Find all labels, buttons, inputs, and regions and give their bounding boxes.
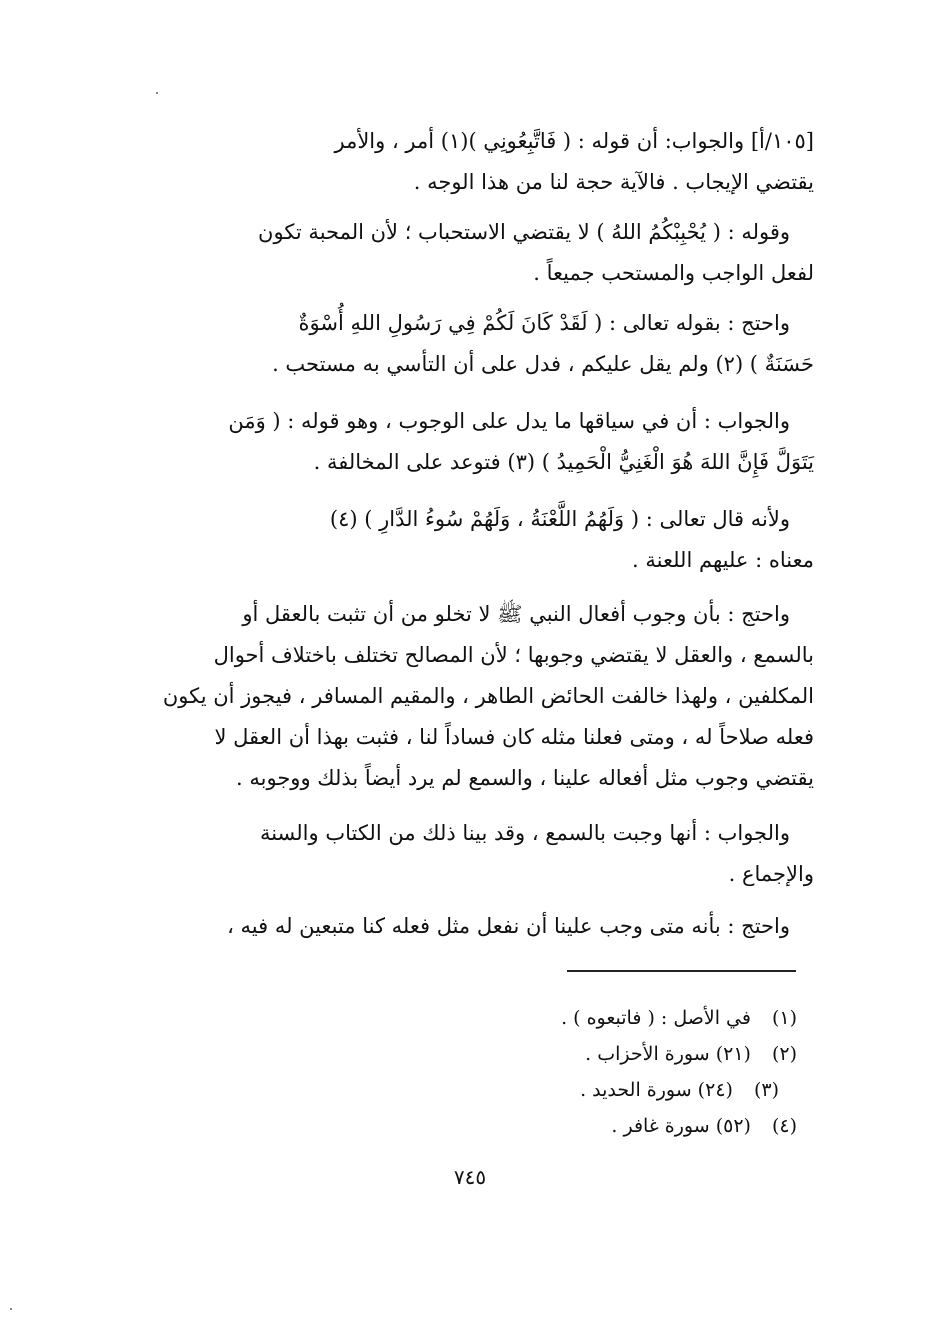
footnote-text: (٢٤) سورة الحديد . (580, 1079, 733, 1101)
scan-speck (10, 1308, 12, 1310)
page-number: ٧٤٥ (453, 1165, 487, 1189)
footnote-number: (١) (771, 1007, 797, 1029)
footnote-3 (561, 1072, 797, 1108)
paragraph-line: فعله صلاحاً له ، ومتى فعلنا مثله كان فساداً لنا ، فثبت بهذا أن العقل لا (214, 725, 814, 749)
paragraph-line: واحتج : بأن وجوب أفعال النبي ﷺ لا تخلو من أن تثبت بالعقل أو (242, 602, 790, 626)
paragraph-7 (150, 813, 814, 895)
paragraph-line: والإجماع . (728, 862, 814, 886)
paragraph-line: بالسمع ، والعقل لا يقتضي وجوبها ؛ لأن المصالح تختلف باختلاف أحوال (213, 643, 814, 667)
paragraph-line: المكلفين ، ولهذا خالفت الحائض الطاهر ، والمقيم المسافر ، فيجوز أن يكون (162, 684, 814, 708)
paragraph-4 (150, 401, 814, 483)
footnote-4 (561, 1108, 797, 1144)
paragraph-8 (150, 906, 814, 947)
paragraph-line: ولأنه قال تعالى : ( وَلَهُمُ اللَّعْنَةُ ، وَلَهُمْ سُوءُ الدَّارِ ) (٤) (329, 507, 790, 531)
paragraph-line: واحتج : بقوله تعالى : ( لَقَدْ كَانَ لَكُمْ فِي رَسُولِ اللهِ أُسْوَةٌ (298, 311, 790, 335)
footnote-2 (561, 1036, 797, 1072)
paragraph-line: [١٠٥/أ] والجواب: أن قوله : ( فَاتَّبِعُونِي )(١) أمر ، والأمر (334, 129, 814, 153)
paragraph-1 (150, 121, 814, 203)
footnote-number: (٤) (771, 1115, 797, 1137)
paragraph-line: لفعل الواجب والمستحب جميعاً . (533, 261, 814, 285)
paragraph-6 (150, 594, 814, 799)
paragraph-line: حَسَنَةٌ ) (٢) ولم يقل عليكم ، فدل على أن التأسي به مستحب . (272, 352, 814, 376)
paragraph-line: وقوله : ( يُحْبِبْكُمُ اللهُ ) لا يقتضي الاستحباب ؛ لأن المحبة تكون (258, 220, 790, 244)
paragraph-line: والجواب : أن في سياقها ما يدل على الوجوب ، وهو قوله : ( وَمَن (228, 409, 790, 433)
scan-speck (156, 92, 158, 94)
footnote-number: (٣) (753, 1079, 779, 1101)
paragraph-line: معناه : عليهم اللعنة . (632, 548, 814, 572)
paragraph-3 (150, 303, 814, 385)
paragraph-line: يَتَوَلَّ فَإِنَّ اللهَ هُوَ الْغَنِيُّ الْحَمِيدُ ) (٣) فتوعد على المخالفة . (313, 450, 814, 474)
paragraph-line: واحتج : بأنه متى وجب علينا أن نفعل مثل فعله كنا متبعين له فيه ، (227, 914, 790, 938)
paragraph-5 (150, 499, 814, 581)
footnote-text: (٥٢) سورة غافر . (611, 1115, 751, 1137)
paragraph-2 (150, 212, 814, 294)
footnotes (561, 1000, 797, 1144)
footnote-separator (567, 970, 796, 972)
paragraph-line: يقتضي الإيجاب . فالآية حجة لنا من هذا الوجه . (413, 170, 814, 194)
paragraph-line: والجواب : أنها وجبت بالسمع ، وقد بينا ذلك من الكتاب والسنة (259, 821, 790, 845)
footnote-number: (٢) (771, 1043, 797, 1065)
footnote-1 (561, 1000, 797, 1036)
footnote-text: (٢١) سورة الأحزاب . (585, 1043, 751, 1065)
footnote-text: في الأصل : ( فاتبعوه ) . (561, 1007, 751, 1029)
paragraph-line: يقتضي وجوب مثل أفعاله علينا ، والسمع لم يرد أيضاً بذلك ووجوبه . (236, 766, 814, 790)
